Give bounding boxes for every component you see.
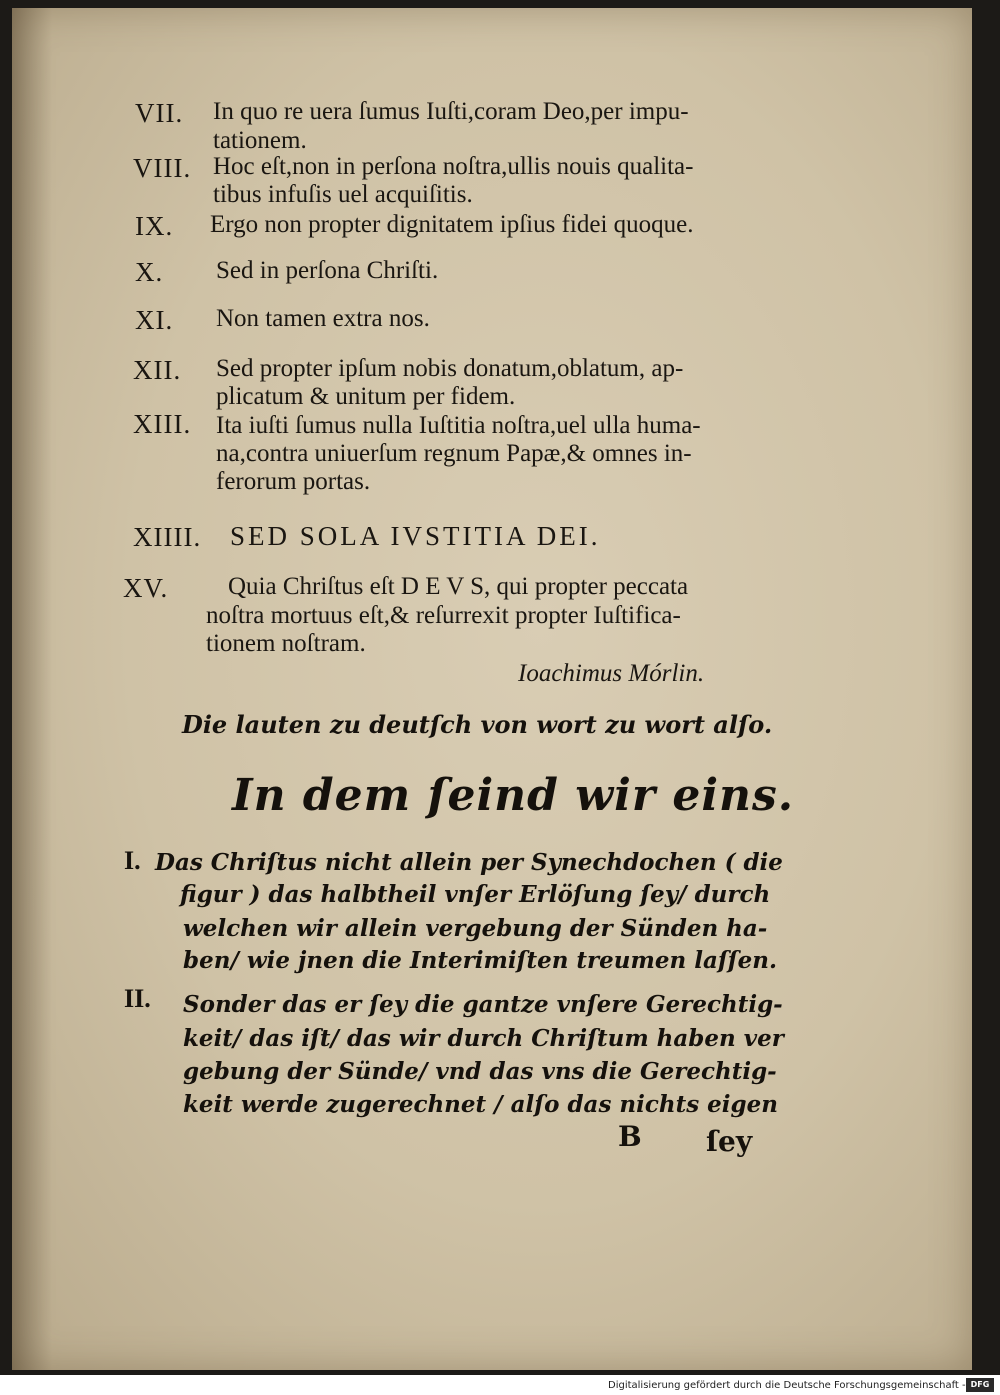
dfg-logo: DFG [966, 1378, 994, 1392]
thesis-line: Sed propter ipſum nobis donatum,oblatum, ap- [216, 355, 684, 382]
thesis-line: keit werde zugerechnet / alſo das nichts eigen [183, 1091, 778, 1118]
thesis-number: I. [124, 846, 141, 875]
thesis-line: ferorum portas. [216, 468, 371, 495]
thesis-number: VIII. [133, 153, 192, 183]
thesis-line: Das Chriſtus nicht allein per Synechdochen ( die [155, 849, 783, 876]
thesis-number: X. [135, 257, 164, 287]
page-fold-shadow [12, 8, 52, 1370]
thesis-line: figur ) das halbtheil vnſer Erlöſung ſey/ durch [180, 881, 771, 908]
german-intro: Die lauten zu deutſch von wort zu wort alſo. [182, 710, 773, 739]
thesis-number: XV. [123, 573, 169, 603]
digitization-credit: Digitalisierung gefördert durch die Deutsche Forschungsgemeinschaft - [608, 1380, 966, 1391]
thesis-line: noſtra mortuus eſt,& reſurrexit propter Iuſtifica- [206, 602, 681, 629]
thesis-line: keit/ das iſt/ das wir durch Chriſtum haben ver [183, 1025, 784, 1052]
thesis-line: Sonder das er ſey die gantze vnſere Gerechtig- [183, 991, 783, 1018]
thesis-number: II. [124, 984, 151, 1013]
thesis-number: XI. [135, 305, 174, 335]
thesis-line: Hoc eſt,non in perſona noſtra,ullis nouis qualita- [213, 153, 694, 180]
catchword: ſey [706, 1125, 753, 1158]
thesis-line: na,contra uniuerſum regnum Papæ,& omnes in- [216, 440, 692, 467]
thesis-line: plicatum & unitum per fidem. [216, 383, 516, 410]
thesis-number: XIII. [133, 409, 192, 439]
german-heading: In dem ſeind wir eins. [232, 770, 795, 821]
thesis-number: VII. [135, 98, 184, 128]
signature-mark: B [618, 1120, 642, 1153]
thesis-line: Sed in perſona Chriſti. [216, 257, 439, 284]
thesis-line: Ita iuſti ſumus nulla Iuſtitia noſtra,uel ulla huma- [216, 412, 701, 439]
thesis-line: tionem noſtram. [206, 630, 366, 657]
thesis-number: XII. [133, 355, 182, 385]
thesis-line: Quia Chriſtus eſt D E V S, qui propter peccata [228, 573, 689, 600]
author-signature: Ioachimus Mórlin. [518, 660, 705, 687]
thesis-line: tibus infuſis uel acquiſitis. [213, 181, 473, 208]
thesis-line: In quo re uera ſumus Iuſti,coram Deo,per impu- [213, 98, 689, 125]
thesis-number: XIIII. [133, 522, 202, 552]
thesis-line: welchen wir allein vergebung der Sünden ha- [183, 915, 768, 942]
thesis-line: Non tamen extra nos. [216, 305, 430, 332]
thesis-line: tationem. [213, 127, 307, 154]
thesis-number: IX. [135, 211, 174, 241]
thesis-line: ben/ wie jnen die Interimiſten treumen laſſen. [183, 947, 778, 974]
thesis-line: gebung der Sünde/ vnd das vns die Gerechtig- [183, 1058, 777, 1085]
thesis-line: SED SOLA IVSTITIA DEI. [230, 521, 601, 551]
thesis-line: Ergo non propter dignitatem ipſius fidei quoque. [210, 211, 694, 238]
